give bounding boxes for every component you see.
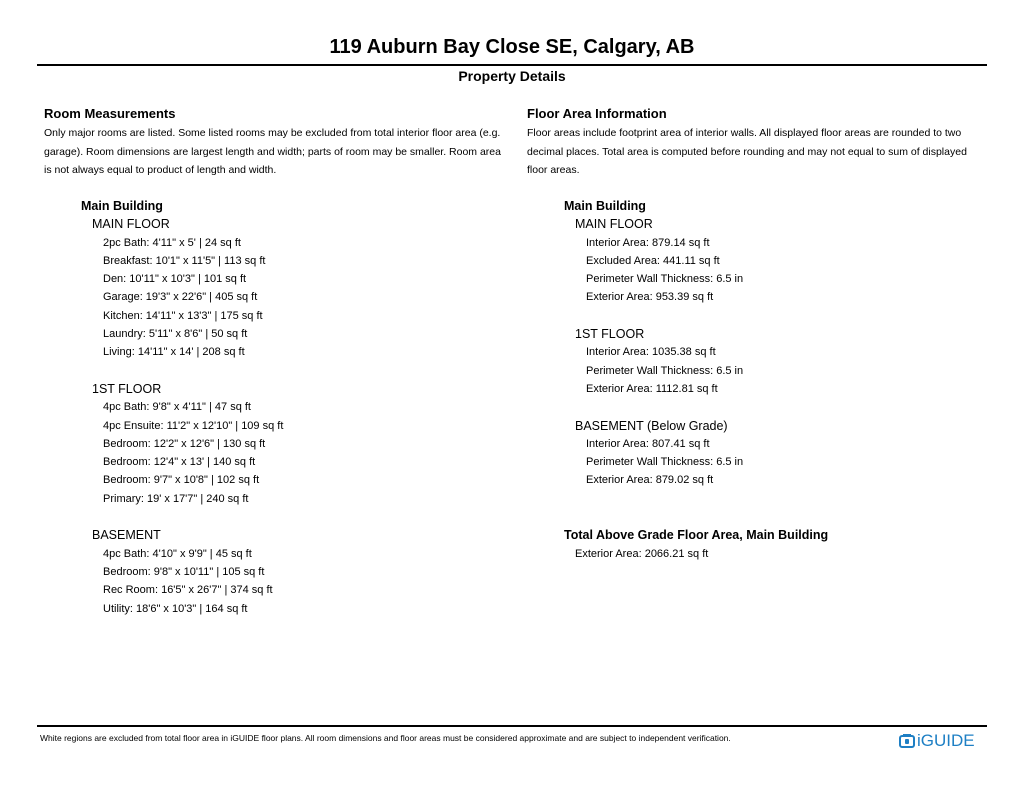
building-name: Main Building xyxy=(564,199,646,213)
room-item: Kitchen: 14'11" x 13'3" | 175 sq ft xyxy=(103,309,263,322)
room-item: Bedroom: 12'2" x 12'6" | 130 sq ft xyxy=(103,437,266,450)
spacer xyxy=(564,490,828,527)
room-item: Garage: 19'3" x 22'6" | 405 sq ft xyxy=(103,291,258,304)
floor-name: MAIN FLOOR xyxy=(575,217,653,232)
area-item: Perimeter Wall Thickness: 6.5 in xyxy=(586,364,744,377)
room-item: Breakfast: 10'1" x 11'5" | 113 sq ft xyxy=(103,254,266,267)
building-name: Main Building xyxy=(81,199,163,213)
area-floor-1st xyxy=(575,325,828,398)
floor-area-note: Floor areas include footprint area of interior walls. All displayed floor areas are rounded to two decimal places. Total area is computed before rounding and may not equal to sum of displayed floor areas. xyxy=(527,127,967,176)
floor-name: MAIN FLOOR xyxy=(92,217,170,232)
footer-divider xyxy=(37,725,987,727)
floor-area-building xyxy=(564,197,828,563)
area-item: Exterior Area: 879.02 sq ft xyxy=(586,474,714,487)
room-floor-main xyxy=(92,215,283,361)
header-divider xyxy=(37,64,987,66)
floor-name: BASEMENT (Below Grade) xyxy=(575,418,728,433)
area-item: Exterior Area: 953.39 sq ft xyxy=(586,291,714,304)
area-item: Perimeter Wall Thickness: 6.5 in xyxy=(586,456,744,469)
iguide-camera-icon xyxy=(899,733,915,749)
floor-name: 1ST FLOOR xyxy=(92,381,162,396)
room-item: 4pc Bath: 4'10" x 9'9" | 45 sq ft xyxy=(103,547,252,560)
room-floor-1st xyxy=(92,380,283,508)
room-measurements-building xyxy=(81,197,283,618)
room-item: Den: 10'11" x 10'3" | 101 sq ft xyxy=(103,273,247,286)
room-item: Utility: 18'6" x 10'3" | 164 sq ft xyxy=(103,602,248,615)
floor-area-heading: Floor Area Information xyxy=(527,106,667,121)
room-floor-basement xyxy=(92,526,283,617)
room-item: 4pc Ensuite: 11'2" x 12'10" | 109 sq ft xyxy=(103,419,284,432)
area-item: Interior Area: 1035.38 sq ft xyxy=(586,346,716,359)
floor-name: 1ST FLOOR xyxy=(575,327,645,342)
room-item: Rec Room: 16'5" x 26'7" | 374 sq ft xyxy=(103,584,273,597)
area-item: Excluded Area: 441.11 sq ft xyxy=(586,254,720,267)
property-address-title: 119 Auburn Bay Close SE, Calgary, AB xyxy=(329,36,695,58)
total-area-value: Exterior Area: 2066.21 sq ft xyxy=(575,547,709,560)
room-item: Laundry: 5'11" x 8'6" | 50 sq ft xyxy=(103,328,248,341)
iguide-logo xyxy=(899,731,975,751)
room-item: 4pc Bath: 9'8" x 4'11" | 47 sq ft xyxy=(103,401,251,414)
room-item: Bedroom: 9'8" x 10'11" | 105 sq ft xyxy=(103,565,265,578)
floor-name: BASEMENT xyxy=(92,528,161,543)
room-measurements-note: Only major rooms are listed. Some listed rooms may be excluded from total interior floor area (e.g. garage). Room dimensions are largest length and width; parts of room may be smaller. Room area is not always equal to product of length and width. xyxy=(44,127,501,176)
area-floor-main xyxy=(575,215,828,306)
logo-text: iGUIDE xyxy=(917,731,975,750)
page-subtitle: Property Details xyxy=(458,68,566,84)
room-item: Bedroom: 12'4" x 13' | 140 sq ft xyxy=(103,456,256,469)
area-item: Interior Area: 879.14 sq ft xyxy=(586,236,710,249)
area-item: Interior Area: 807.41 sq ft xyxy=(586,437,710,450)
area-item: Exterior Area: 1112.81 sq ft xyxy=(586,382,718,395)
area-floor-basement xyxy=(575,417,828,490)
room-item: Bedroom: 9'7" x 10'8" | 102 sq ft xyxy=(103,474,260,487)
total-area-heading: Total Above Grade Floor Area, Main Building xyxy=(564,528,829,543)
footer-disclaimer: White regions are excluded from total floor area in iGUIDE floor plans. All room dimensions and floor areas must be considered approximate and are subject to independent verification. xyxy=(40,733,731,743)
room-item: 2pc Bath: 4'11" x 5' | 24 sq ft xyxy=(103,236,241,249)
area-item: Perimeter Wall Thickness: 6.5 in xyxy=(586,273,744,286)
room-item: Living: 14'11" x 14' | 208 sq ft xyxy=(103,346,245,359)
room-measurements-heading: Room Measurements xyxy=(44,106,176,121)
room-item: Primary: 19' x 17'7" | 240 sq ft xyxy=(103,492,249,505)
